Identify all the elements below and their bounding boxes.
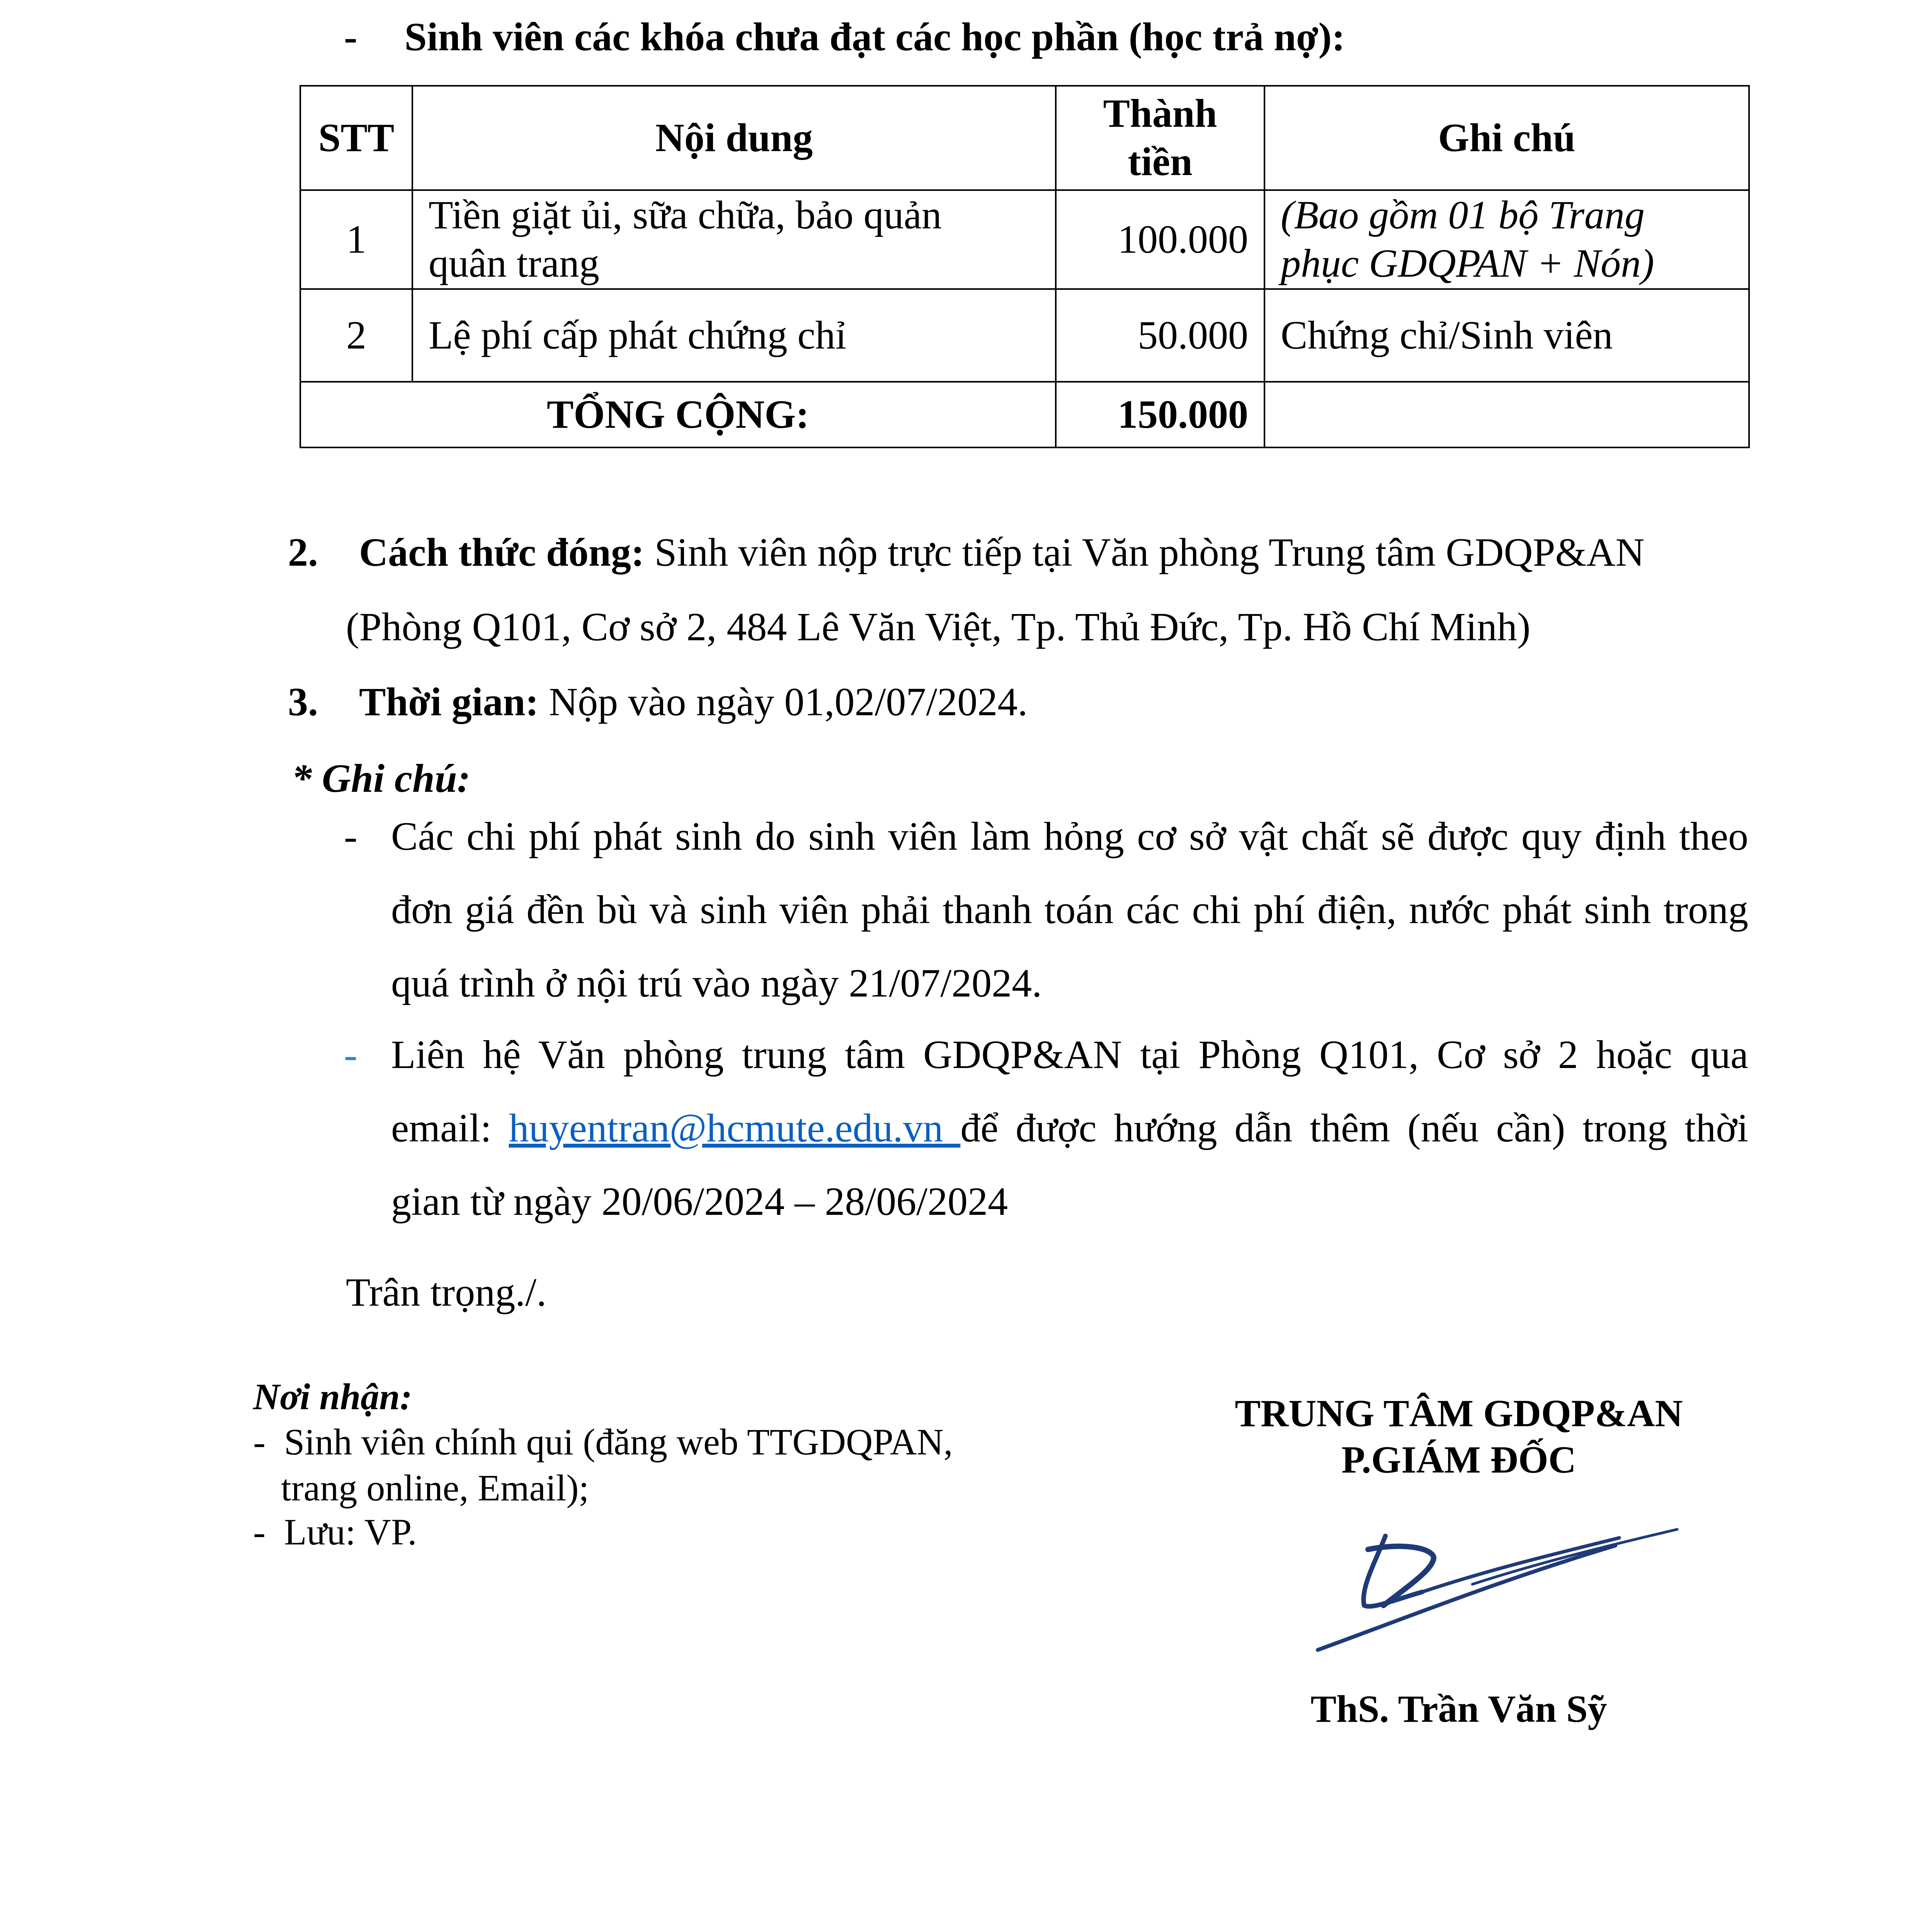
row-content — [412, 190, 1056, 289]
recipients-item-1-line1: - Sinh viên chính qui (đăng web TTGDQPAN, — [253, 1421, 953, 1463]
total-row — [300, 382, 1749, 447]
handwritten-signature — [1306, 1522, 1693, 1677]
note-dash: - — [344, 814, 357, 859]
signature-name: ThS. Trần Văn Sỹ — [1310, 1687, 1607, 1730]
payment-time-text: Nộp vào ngày 01,02/07/2024. — [549, 680, 1028, 724]
payment-time-label: Thời gian: — [359, 680, 539, 724]
payment-method — [288, 529, 1644, 576]
note-item-1-line2 — [391, 887, 1748, 933]
note-item-2-line2-suffix: để được hướng dẫn thêm (nếu cần) trong thời — [960, 1106, 1749, 1150]
total-label: TỔNG CỘNG: — [300, 382, 1056, 447]
note-item-2-line3: gian từ ngày 20/06/2024 – 28/06/2024 — [391, 1179, 1008, 1224]
header-note: Ghi chú — [1264, 86, 1749, 190]
table-row — [300, 289, 1749, 382]
section-heading-dash: - — [344, 15, 357, 59]
note-item-1-line3: quá trình ở nội trú vào ngày 21/07/2024. — [391, 961, 1042, 1005]
payment-method-label: Cách thức đóng: — [359, 530, 645, 575]
payment-method-text: Sinh viên nộp trực tiếp tại Văn phòng Trung tâm GDQP&AN — [654, 530, 1645, 575]
payment-method-number: 2. — [288, 530, 318, 575]
signature-position: P.GIÁM ĐỐC — [1341, 1438, 1576, 1481]
payment-time-number: 3. — [288, 680, 318, 724]
notes-heading: * Ghi chú: — [292, 756, 471, 801]
row-stt: 2 — [300, 289, 412, 382]
note-item-2-line1 — [391, 1032, 1748, 1078]
row-note-line1: (Bao gồm 01 bộ Trang — [1281, 193, 1645, 238]
note-item-1-line2-text: đơn giá đền bù và sinh viên phải thanh toán các chi phí điện, nước phát sinh trong — [391, 888, 1748, 932]
table-row — [300, 190, 1749, 289]
fee-table — [299, 85, 1750, 448]
row-content-line2: quân trang — [429, 241, 599, 286]
signature-org: TRUNG TÂM GDQP&AN — [1235, 1392, 1683, 1435]
row-amount: 100.000 — [1056, 190, 1264, 289]
row-stt: 1 — [300, 190, 412, 289]
closing-text: Trân trọng./. — [346, 1270, 547, 1315]
note-item-1-line1 — [391, 813, 1748, 860]
header-amount — [1056, 86, 1264, 190]
note-item-2 — [344, 1032, 357, 1078]
payment-method-address: (Phòng Q101, Cơ sở 2, 484 Lê Văn Việt, Tp. Thủ Đức, Tp. Hồ Chí Minh) — [346, 605, 1531, 649]
header-content: Nội dung — [412, 86, 1056, 190]
section-heading-text: Sinh viên các khóa chưa đạt các học phần (học trả nợ): — [404, 15, 1345, 59]
note-dash: - — [344, 1032, 357, 1077]
note-item-2-line2 — [391, 1105, 1748, 1151]
payment-time — [288, 679, 1028, 725]
row-note: Chứng chỉ/Sinh viên — [1264, 289, 1749, 382]
row-note — [1264, 190, 1749, 289]
total-amount: 150.000 — [1056, 382, 1264, 447]
note-item-2-email-prefix: email: — [391, 1106, 509, 1150]
recipients-item-1-line2: trang online, Email); — [253, 1467, 589, 1509]
note-item-1-line1-text: Các chi phí phát sinh do sinh viên làm hỏng cơ sở vật chất sẽ được quy định theo — [391, 814, 1748, 859]
header-amount-line1: Thành — [1103, 91, 1217, 136]
note-item-2-line1-text: Liên hệ Văn phòng trung tâm GDQP&AN tại Phòng Q101, Cơ sở 2 hoặc qua — [391, 1032, 1748, 1077]
row-content-line1: Tiền giặt ủi, sữa chữa, bảo quản — [429, 193, 942, 238]
header-amount-line2: tiền — [1128, 139, 1193, 184]
total-note-empty — [1264, 382, 1749, 447]
recipients-item-1 — [253, 1419, 953, 1511]
note-item-1 — [344, 813, 357, 860]
fee-table-header-row — [300, 86, 1749, 190]
recipients-item-2: - Lưu: VP. — [253, 1511, 417, 1553]
row-content: Lệ phí cấp phát chứng chỉ — [412, 289, 1056, 382]
section-heading — [344, 14, 1345, 60]
row-amount: 50.000 — [1056, 289, 1264, 382]
row-note-line2: phục GDQPAN + Nón) — [1281, 241, 1654, 286]
recipients-heading: Nơi nhận: — [253, 1376, 412, 1417]
header-stt: STT — [300, 86, 412, 190]
email-link[interactable]: huyentran@hcmute.edu.vn — [509, 1106, 961, 1150]
